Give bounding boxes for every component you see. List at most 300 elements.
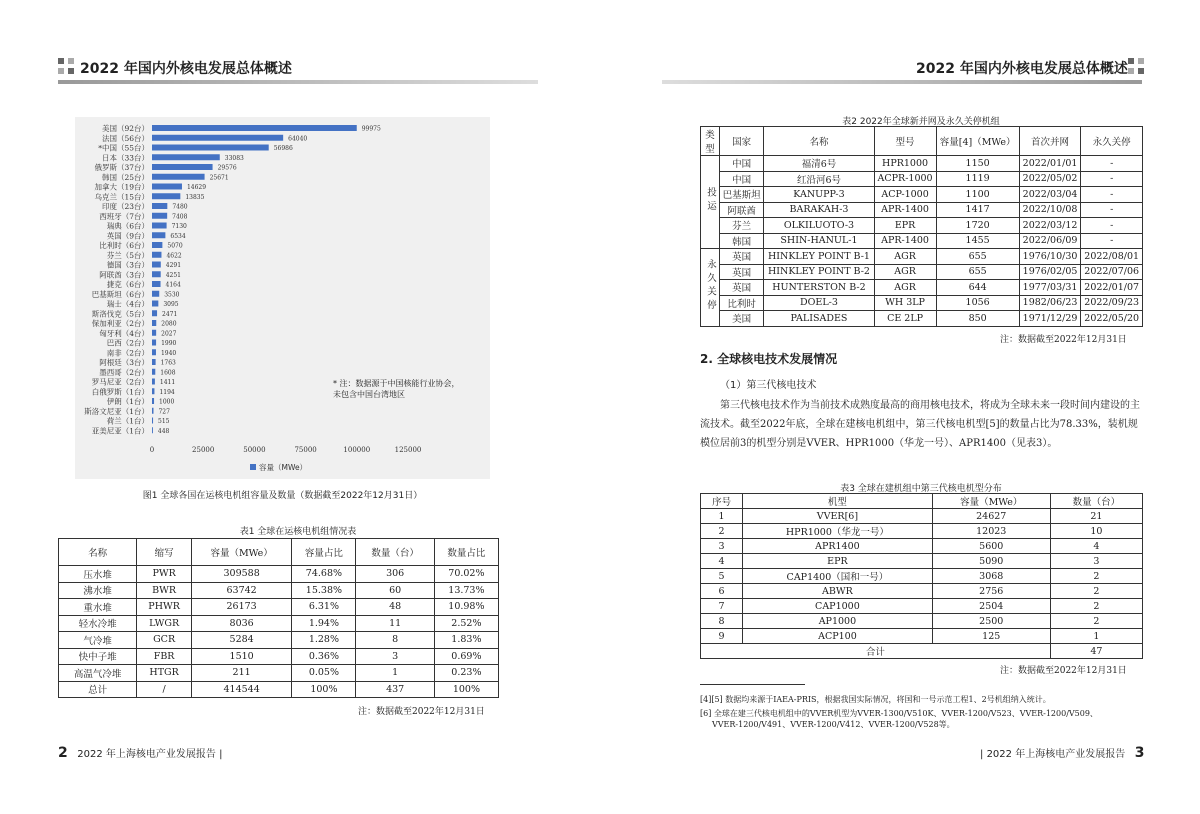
table-header-row <box>701 494 1143 509</box>
bar <box>152 398 154 404</box>
bar <box>152 330 156 336</box>
bar <box>152 281 161 287</box>
table-cell: 5090 <box>932 554 1050 569</box>
value-label: 3530 <box>164 291 180 299</box>
footer-left: 2 2022 年上海核电产业发展报告 | <box>58 745 223 761</box>
bar <box>152 135 283 141</box>
table-row <box>701 156 1143 172</box>
table-cell: CAP1000 <box>743 599 933 614</box>
table-cell: 6 <box>701 584 743 599</box>
category-label: 加拿大（19台） <box>94 182 149 192</box>
table-row <box>701 584 1143 599</box>
table-cell: CAP1400（国和一号） <box>743 569 933 584</box>
category-label: 比利时（6台） <box>99 241 149 250</box>
table2-title: 表2 2022年全球新并网及永久关停机组 <box>842 117 1000 127</box>
value-label: 1608 <box>160 369 176 377</box>
table-header-cell: 机型 <box>743 494 933 509</box>
table-cell: - <box>1081 233 1143 249</box>
category-label: 韩国（25台） <box>101 172 149 182</box>
value-label: 33083 <box>224 154 244 162</box>
table-cell: PHWR <box>137 599 192 616</box>
table-cell: 2 <box>1050 614 1142 629</box>
table-cell: ACP-1000 <box>874 187 936 203</box>
table-header-cell: 国家 <box>720 127 764 156</box>
table-cell: 1119 <box>936 171 1019 187</box>
table-cell: DOEL-3 <box>764 295 874 311</box>
bar <box>152 379 155 385</box>
category-label: 英国（9台） <box>106 231 149 241</box>
table-header-cell: 序号 <box>701 494 743 509</box>
table-cell: 100% <box>292 681 356 698</box>
table-cell: HINKLEY POINT B-2 <box>764 264 874 280</box>
value-label: 1763 <box>160 359 176 367</box>
bar <box>152 252 161 258</box>
value-label: 448 <box>157 427 170 435</box>
table-cell: 2022/05/02 <box>1019 171 1081 187</box>
table-cell: EPR <box>743 554 933 569</box>
value-label: 1940 <box>160 349 177 357</box>
value-label: 56986 <box>273 145 293 152</box>
category-label: 印度（23台） <box>101 202 149 211</box>
table-cell: 巴基斯坦 <box>720 187 764 203</box>
table-cell: 2022/05/20 <box>1081 311 1143 327</box>
category-label: 法国（56台） <box>101 133 149 143</box>
table-cell: 2022/10/08 <box>1019 202 1081 218</box>
table-row <box>701 311 1143 327</box>
table-cell: - <box>1081 218 1143 234</box>
figure1-chart <box>75 117 490 479</box>
table-cell: EPR <box>874 218 936 234</box>
table-cell: ACP100 <box>743 629 933 644</box>
table-cell: 8036 <box>191 615 291 632</box>
table-row <box>701 187 1143 203</box>
table-cell: SHIN-HANUL-1 <box>764 233 874 249</box>
table-row <box>701 509 1143 524</box>
table-row <box>59 665 499 682</box>
bar <box>152 359 156 365</box>
table-cell: 英国 <box>720 249 764 265</box>
bar <box>152 369 155 375</box>
table-cell: 芬兰 <box>720 218 764 234</box>
table-row <box>59 599 499 616</box>
table-cell: 6.31% <box>292 599 356 616</box>
table-header-row <box>59 539 499 566</box>
bar <box>152 164 213 170</box>
value-label: 1990 <box>161 340 177 347</box>
table-cell: 12023 <box>932 524 1050 539</box>
bar <box>152 262 161 268</box>
table-cell: / <box>137 681 192 698</box>
legend-label: 容量（MWe） <box>259 463 308 472</box>
table3 <box>700 493 1143 659</box>
header-square-icon <box>58 58 74 74</box>
table-cell: 3 <box>1050 554 1142 569</box>
bar <box>152 340 156 346</box>
table-cell: 2022/03/12 <box>1019 218 1081 234</box>
table-cell: 2504 <box>932 599 1050 614</box>
footnote-2: [6] 全球在建三代核电机组中的VVER机型为VVER-1300/V510K、VVER-1200/V523、VVER-1200/V509、 <box>700 709 1098 718</box>
table-cell: 3 <box>701 539 743 554</box>
table-cell: 2022/08/01 <box>1081 249 1143 265</box>
category-label: 亚美尼亚（1台） <box>91 426 149 436</box>
table-cell: 70.02% <box>434 566 498 583</box>
table-cell: 13.73% <box>434 582 498 599</box>
table-header-cell: 容量[4]（MWe） <box>936 127 1019 156</box>
bar <box>152 408 153 414</box>
table-cell: 1.28% <box>292 632 356 649</box>
table-cell: AGR <box>874 249 936 265</box>
figure1-caption: 图1 全球各国在运核电机组容量及数量（数据截至2022年12月31日） <box>142 491 423 501</box>
subsection-heading: （1）第三代核电技术 <box>720 380 817 391</box>
table-cell: 63742 <box>191 582 291 599</box>
table-cell: 5600 <box>932 539 1050 554</box>
table-header-cell: 缩写 <box>137 539 192 566</box>
table-cell: 轻水冷堆 <box>59 615 137 632</box>
total-label: 合计 <box>701 644 1051 659</box>
table-cell: FBR <box>137 648 192 665</box>
table-cell: 1982/06/23 <box>1019 295 1081 311</box>
value-label: 64040 <box>288 135 308 143</box>
table-cell: 2.52% <box>434 615 498 632</box>
bar <box>152 232 165 238</box>
bar <box>152 203 167 209</box>
group-label: 永久关停 <box>705 258 716 313</box>
value-label: 1194 <box>159 388 175 396</box>
table-cell: 美国 <box>720 311 764 327</box>
table-cell: BARAKAH-3 <box>764 202 874 218</box>
table-cell: WH 3LP <box>874 295 936 311</box>
table-cell: ACPR-1000 <box>874 171 936 187</box>
bar <box>152 223 167 229</box>
bar <box>152 184 182 190</box>
footnote-rule <box>700 684 805 685</box>
table-row <box>701 569 1143 584</box>
table-header-cell: 数量占比 <box>434 539 498 566</box>
table-cell: APR1400 <box>743 539 933 554</box>
footer-text: 2022 年上海核电产业发展报告 <box>77 749 216 760</box>
table-cell: 总计 <box>59 681 137 698</box>
table-cell: 414544 <box>191 681 291 698</box>
value-label: 4251 <box>165 271 181 279</box>
table-cell: 1417 <box>936 202 1019 218</box>
table-cell: - <box>1081 171 1143 187</box>
table-row <box>701 554 1143 569</box>
table-cell: 1971/12/29 <box>1019 311 1081 327</box>
table-cell: 高温气冷堆 <box>59 665 137 682</box>
value-label: 1000 <box>159 398 175 406</box>
table-row <box>701 171 1143 187</box>
table-cell: 2756 <box>932 584 1050 599</box>
category-label: 瑞士（4台） <box>106 299 149 309</box>
table-cell: 1976/10/30 <box>1019 249 1081 265</box>
table-cell: HUNTERSTON B-2 <box>764 280 874 296</box>
table-cell: 125 <box>932 629 1050 644</box>
table-cell: 15.38% <box>292 582 356 599</box>
table-cell: 重水堆 <box>59 599 137 616</box>
table-cell: 快中子堆 <box>59 648 137 665</box>
table-header-cell: 名称 <box>59 539 137 566</box>
table-cell: 2022/06/09 <box>1019 233 1081 249</box>
category-label: 德国（3台） <box>106 260 149 270</box>
table-row <box>59 648 499 665</box>
category-label: 墨西哥（2台） <box>99 367 149 377</box>
table-row <box>701 539 1143 554</box>
footer-text: 2022 年上海核电产业发展报告 <box>986 749 1126 760</box>
table-cell: 1.83% <box>434 632 498 649</box>
table-cell: OLKILUOTO-3 <box>764 218 874 234</box>
table-row <box>59 566 499 583</box>
footnote-3: VVER-1200/V491、VVER-1200/V412、VVER-1200/V528等。 <box>712 720 955 729</box>
table-cell: APR-1400 <box>874 233 936 249</box>
value-label: 7480 <box>172 203 188 211</box>
table-cell: 21 <box>1050 509 1142 524</box>
value-label: 2471 <box>162 310 178 318</box>
table-header-cell: 型号 <box>874 127 936 156</box>
table1-note: 注：数据截至2022年12月31日 <box>358 707 485 717</box>
table-cell: 2 <box>701 524 743 539</box>
table-cell: CE 2LP <box>874 311 936 327</box>
table-row <box>701 599 1143 614</box>
right-page <box>600 0 1200 814</box>
table-row <box>59 681 499 698</box>
table-cell: 437 <box>356 681 434 698</box>
value-label: 13835 <box>185 193 205 201</box>
section-paragraph: 第三代核电技术作为当前技术成熟度最高的商用核电技术，将成为全球未来一段时间内建设的主流技术。截至2022年底，全球在建核电机组中，第三代核电机型[5]的数量占比为78.33%，装机规模位居前3的机型分别是VVER、HPR1000（华龙一号）、APR1400（见表3）。 <box>700 400 1140 449</box>
table-cell: 1100 <box>936 187 1019 203</box>
table-header-cell: 名称 <box>764 127 874 156</box>
header-title: 2022 年国内外核电发展总体概述 <box>80 61 292 77</box>
table-cell: 2 <box>1050 584 1142 599</box>
bar <box>152 193 180 199</box>
category-label: 乌克兰（15台） <box>94 192 149 202</box>
table-cell: 100% <box>434 681 498 698</box>
group-cell <box>701 156 720 249</box>
table-row <box>701 629 1143 644</box>
table-header-cell: 容量占比 <box>292 539 356 566</box>
table-cell: APR-1400 <box>874 202 936 218</box>
table-cell: PWR <box>137 566 192 583</box>
table-row <box>59 615 499 632</box>
table-row <box>701 202 1143 218</box>
table-row <box>701 614 1143 629</box>
table-cell: GCR <box>137 632 192 649</box>
bar <box>152 320 156 326</box>
table-cell: 0.05% <box>292 665 356 682</box>
footer-right: | 2022 年上海核电产业发展报告 3 <box>980 745 1145 761</box>
bar <box>152 125 357 131</box>
value-label: 2027 <box>161 330 177 338</box>
table-cell: 比利时 <box>720 295 764 311</box>
table-cell: HPR1000 <box>874 156 936 172</box>
value-label: 6534 <box>170 232 186 240</box>
table-cell: 7 <box>701 599 743 614</box>
category-label: 西班牙（7台） <box>99 211 149 221</box>
table-row <box>701 249 1143 265</box>
bar <box>152 271 161 277</box>
table-cell: 1 <box>701 509 743 524</box>
table-cell: 48 <box>356 599 434 616</box>
table-header-cell: 首次并网 <box>1019 127 1081 156</box>
table-cell: 3068 <box>932 569 1050 584</box>
chart-note-line1: * 注：数据源于中国核能行业协会， <box>333 379 460 388</box>
table-cell: 2022/09/23 <box>1081 295 1143 311</box>
x-tick-label: 50000 <box>243 446 266 454</box>
category-label: 荷兰（1台） <box>106 416 149 426</box>
category-label: 芬兰（5台） <box>106 250 149 260</box>
table-cell: HPR1000（华龙一号） <box>743 524 933 539</box>
table-cell: 655 <box>936 264 1019 280</box>
value-label: 5070 <box>167 242 183 250</box>
table-cell: 英国 <box>720 280 764 296</box>
table-cell: 3 <box>356 648 434 665</box>
group-cell <box>701 249 720 327</box>
table-cell: 9 <box>701 629 743 644</box>
value-label: 14629 <box>186 184 207 191</box>
table-cell: 0.36% <box>292 648 356 665</box>
table-header-cell: 永久关停 <box>1081 127 1143 156</box>
x-tick-label: 75000 <box>294 446 317 454</box>
category-label: *中国（55台） <box>98 143 149 153</box>
category-label: 斯洛文尼亚（1台） <box>84 406 149 416</box>
table-cell: 1455 <box>936 233 1019 249</box>
chart-note <box>333 378 460 400</box>
table-cell: 11 <box>356 615 434 632</box>
table-row <box>701 295 1143 311</box>
value-label: 29576 <box>217 164 237 172</box>
value-label: 4622 <box>166 252 182 260</box>
bar <box>152 301 158 307</box>
category-label: 捷克（6台） <box>106 280 149 289</box>
table-row <box>701 524 1143 539</box>
table3-title: 表3 全球在建机组中第三代核电机型分布 <box>840 484 1002 494</box>
table-cell: 211 <box>191 665 291 682</box>
bar <box>152 427 153 433</box>
table-cell: 阿联酋 <box>720 202 764 218</box>
table-cell: 2022/01/01 <box>1019 156 1081 172</box>
value-label: 99975 <box>361 125 381 133</box>
page-number: 3 <box>1134 745 1145 761</box>
category-label: 斯洛伐克（5台） <box>91 309 149 319</box>
category-label: 美国（92台） <box>101 124 149 133</box>
table3-note: 注：数据截至2022年12月31日 <box>1000 666 1127 676</box>
table-row <box>701 233 1143 249</box>
table-cell: HINKLEY POINT B-1 <box>764 249 874 265</box>
table2 <box>700 126 1143 327</box>
value-label: 3095 <box>163 301 179 308</box>
table-cell: 10 <box>1050 524 1142 539</box>
table-cell: 2 <box>1050 599 1142 614</box>
table-cell: KANUPP-3 <box>764 187 874 203</box>
bar <box>152 418 153 424</box>
table-cell: 60 <box>356 582 434 599</box>
table-cell: 4 <box>1050 539 1142 554</box>
table-cell: 5 <box>701 569 743 584</box>
table-cell: 26173 <box>191 599 291 616</box>
legend-swatch <box>250 464 256 470</box>
table-total-row <box>701 644 1143 659</box>
table-cell: 红沿河6号 <box>764 171 874 187</box>
table-cell: 英国 <box>720 264 764 280</box>
x-tick-label: 125000 <box>394 446 422 454</box>
header-rule <box>58 80 538 84</box>
category-label: 保加利亚（2台） <box>91 319 149 328</box>
table-cell: 2022/03/04 <box>1019 187 1081 203</box>
table-cell: 1976/02/05 <box>1019 264 1081 280</box>
bar <box>152 242 162 248</box>
table-cell: - <box>1081 156 1143 172</box>
footnote-1: [4][5] 数据均来源于IAEA-PRIS，根据我国实际情况，将国和一号示范工程1、2号机组纳入统计。 <box>700 695 1051 704</box>
category-label: 阿根廷（3台） <box>99 358 149 367</box>
table-cell: 2500 <box>932 614 1050 629</box>
bar-chart <box>75 117 490 479</box>
table-cell: 2022/01/07 <box>1081 280 1143 296</box>
table-cell: 1510 <box>191 648 291 665</box>
table-cell: 5284 <box>191 632 291 649</box>
table-cell: 中国 <box>720 171 764 187</box>
table-cell: LWGR <box>137 615 192 632</box>
bar <box>152 349 156 355</box>
chart-note-line2: 未包含中国台湾地区 <box>333 390 405 399</box>
table-cell: 1720 <box>936 218 1019 234</box>
value-label: 1411 <box>159 379 176 386</box>
table-cell: 1 <box>356 665 434 682</box>
x-tick-label: 100000 <box>343 446 371 454</box>
category-label: 阿联酋（3台） <box>99 270 149 280</box>
table-cell: 24627 <box>932 509 1050 524</box>
table-cell: - <box>1081 187 1143 203</box>
table-cell: 1056 <box>936 295 1019 311</box>
table-header-cell: 容量（MWe） <box>932 494 1050 509</box>
section-heading: 2. 全球核电技术发展情况 <box>700 352 838 366</box>
bar <box>152 174 205 180</box>
table-cell: 644 <box>936 280 1019 296</box>
table-header-cell: 类型 <box>701 127 720 156</box>
table-cell: AGR <box>874 280 936 296</box>
bar <box>152 145 269 151</box>
table1-title: 表1 全球在运核电机组情况表 <box>239 527 357 537</box>
header-rule <box>662 80 1142 84</box>
table-cell: HTGR <box>137 665 192 682</box>
value-label: 7408 <box>172 213 188 221</box>
value-label: 515 <box>158 418 170 425</box>
bar <box>152 213 167 219</box>
table-cell: 309588 <box>191 566 291 583</box>
table-header-cell: 数量（台） <box>1050 494 1142 509</box>
table-row <box>701 264 1143 280</box>
value-label: 4291 <box>165 262 182 269</box>
table-cell: 1.94% <box>292 615 356 632</box>
table-cell: 1 <box>1050 629 1142 644</box>
table-cell: 1977/03/31 <box>1019 280 1081 296</box>
header-title-right: 2022 年国内外核电发展总体概述 <box>916 61 1128 77</box>
value-label: 727 <box>158 408 170 416</box>
category-label: 巴基斯坦（6台） <box>91 289 149 299</box>
table-cell: 1150 <box>936 156 1019 172</box>
table-row <box>59 632 499 649</box>
table-cell: ABWR <box>743 584 933 599</box>
table-row <box>59 582 499 599</box>
value-label: 25671 <box>209 174 229 182</box>
table-header-cell: 容量（MWe） <box>191 539 291 566</box>
table-cell: PALISADES <box>764 311 874 327</box>
header-square-icon <box>1128 58 1144 74</box>
bar <box>152 154 220 160</box>
x-tick-label: 25000 <box>192 446 215 454</box>
table2-note: 注：数据截至2022年12月31日 <box>1000 335 1127 345</box>
category-label: 瑞典（6台） <box>106 221 149 231</box>
table-cell: 福清6号 <box>764 156 874 172</box>
value-label: 2080 <box>161 320 177 328</box>
